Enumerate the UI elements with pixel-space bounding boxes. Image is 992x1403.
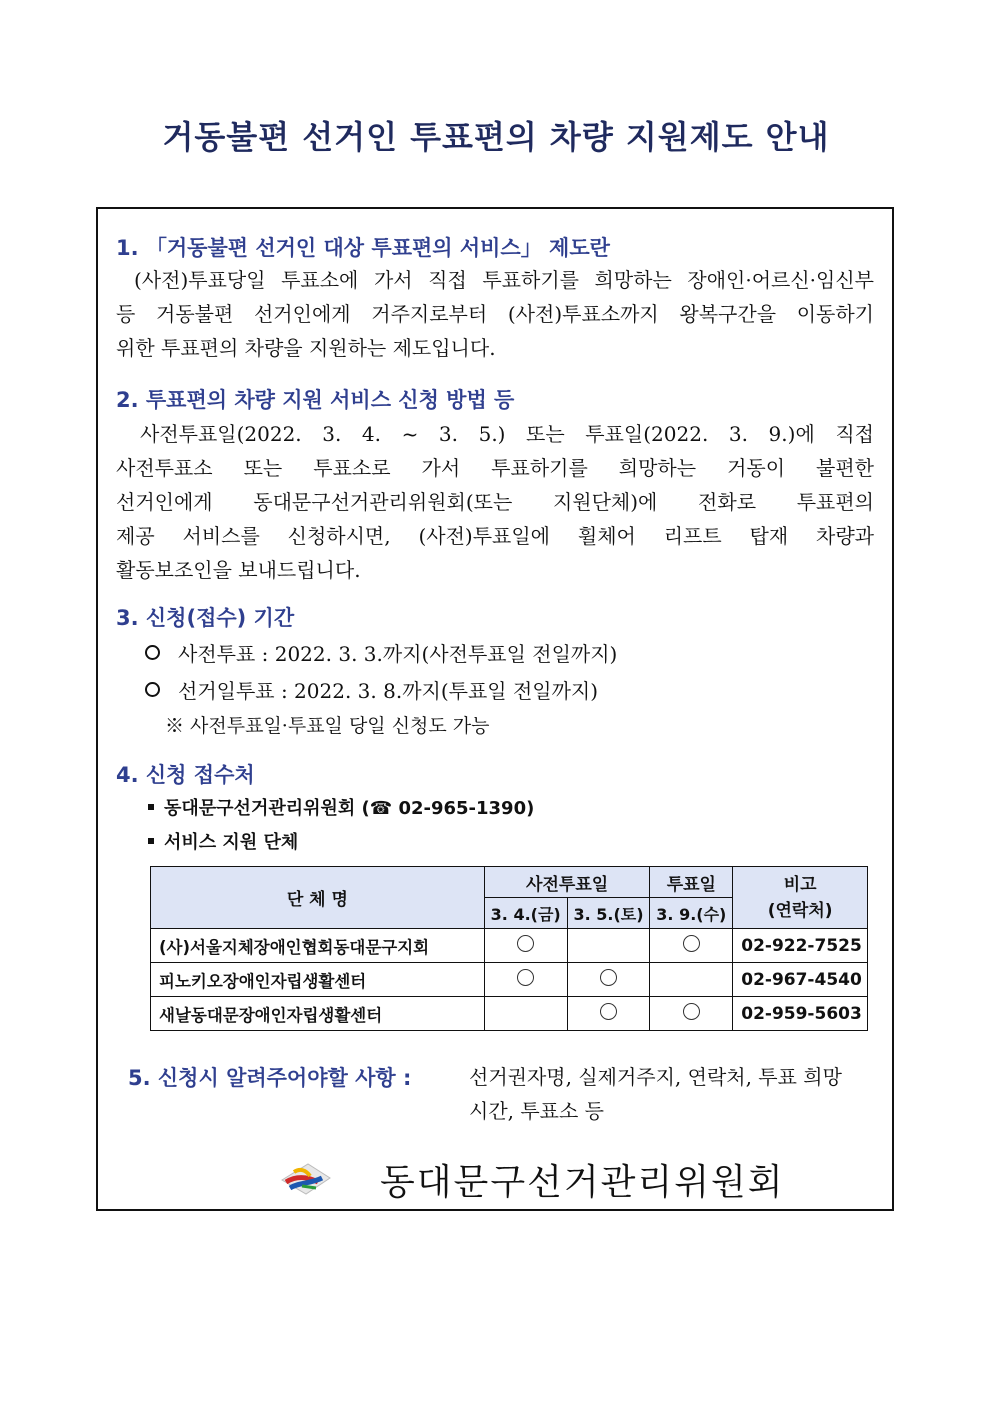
- org-name-cell: (사)서울지체장애인협회동대문구지회: [151, 929, 485, 963]
- table-header-note-line: (연락처): [767, 900, 833, 921]
- footer-org-name: 동대문구선거관리위원회: [380, 1162, 785, 1203]
- section-2-line: 활동보조인을 보내드립니다.: [116, 558, 361, 582]
- section-1-heading: 1. 「거동불편 선거인 대상 투표편의 서비스」 제도란: [116, 236, 610, 260]
- period-item: [145, 638, 617, 667]
- section-2-line: 사전투표일(2022. 3. 4. ~ 3. 5.) 또는 투표일(2022. 3. 9.)에 직접: [140, 422, 874, 446]
- availability-cell: [484, 963, 567, 997]
- square-bullet-icon: [148, 838, 154, 844]
- period-item-text: 선거일투표 : 2022. 3. 8.까지(투표일 전일까지): [178, 679, 599, 703]
- availability-cell: [650, 963, 733, 997]
- contact-item: [148, 828, 298, 854]
- available-circle-icon: [517, 969, 534, 986]
- period-item: [145, 675, 598, 704]
- section-1-paragraph: [116, 263, 874, 365]
- section-5-heading: 5. 신청시 알려주어야할 사항 :: [128, 1066, 412, 1090]
- section-5-text: 시간, 투표소 등: [469, 1099, 604, 1123]
- phone-cell: 02-922-7525: [733, 929, 868, 963]
- availability-cell: [650, 997, 733, 1031]
- contact-item-text: 서비스 지원 단체: [164, 832, 299, 853]
- table-row: [151, 929, 868, 963]
- section-1-line: 위한 투표편의 차량을 지원하는 제도입니다.: [116, 336, 496, 360]
- section-1-line: 등 거동불편 선거인에게 거주지로부터 (사전)투표소까지 왕복구간을 이동하기: [116, 302, 874, 326]
- table-header-day: 투표일: [650, 867, 733, 898]
- page-title: 거동불편 선거인 투표편의 차량 지원제도 안내: [162, 118, 830, 156]
- square-bullet-icon: [148, 804, 154, 810]
- section-2-paragraph: [116, 417, 874, 587]
- available-circle-icon: [600, 969, 617, 986]
- phone-cell: 02-967-4540: [733, 963, 868, 997]
- support-groups-table: [150, 866, 868, 1031]
- table-subheader-date: 3. 5.(토): [567, 898, 650, 929]
- availability-cell: [567, 997, 650, 1031]
- availability-cell: [484, 929, 567, 963]
- table-subheader-date: 3. 9.(수): [650, 898, 733, 929]
- org-name-cell: 새날동대문장애인자립생활센터: [151, 997, 485, 1031]
- circle-bullet-icon: [145, 645, 160, 660]
- section-2-line: 선거인에게 동대문구선거관리위원회(또는 지원단체)에 전화로 투표편의: [116, 490, 874, 514]
- availability-cell: [567, 963, 650, 997]
- org-name-cell: 피노키오장애인자립생활센터: [151, 963, 485, 997]
- table-header-name: 단 체 명: [151, 867, 485, 929]
- section-4-heading: 4. 신청 접수처: [116, 763, 255, 787]
- section-2-line: 사전투표소 또는 투표소로 가서 투표하기를 희망하는 거동이 불편한: [116, 456, 874, 480]
- available-circle-icon: [517, 935, 534, 952]
- availability-cell: [567, 929, 650, 963]
- election-commission-logo-icon: [278, 1158, 334, 1198]
- phone-cell: 02-959-5603: [733, 997, 868, 1031]
- period-note: ※ 사전투표일·투표일 당일 신청도 가능: [165, 715, 490, 737]
- availability-cell: [484, 997, 567, 1031]
- section-2-line: 제공 서비스를 신청하시면, (사전)투표일에 휠체어 리프트 탑재 차량과: [116, 524, 874, 548]
- contact-item-text: 동대문구선거관리위원회 (☎ 02-965-1390): [164, 798, 535, 819]
- table-header-note-line: 비고: [783, 874, 817, 895]
- table-header-note: [733, 867, 868, 929]
- table-row: [151, 997, 868, 1031]
- table-subheader-date: 3. 4.(금): [484, 898, 567, 929]
- circle-bullet-icon: [145, 682, 160, 697]
- table-header-early: 사전투표일: [484, 867, 650, 898]
- availability-cell: [650, 929, 733, 963]
- section-5-text: 선거권자명, 실제거주지, 연락처, 투표 희망: [469, 1065, 842, 1089]
- table-row: [151, 963, 868, 997]
- available-circle-icon: [683, 1003, 700, 1020]
- contact-item: [148, 794, 534, 820]
- section-1-line: (사전)투표당일 투표소에 가서 직접 투표하기를 희망하는 장애인·어르신·임신부: [134, 268, 874, 292]
- section-2-heading: 2. 투표편의 차량 지원 서비스 신청 방법 등: [116, 388, 515, 412]
- available-circle-icon: [600, 1003, 617, 1020]
- section-3-heading: 3. 신청(접수) 기간: [116, 606, 295, 630]
- period-item-text: 사전투표 : 2022. 3. 3.까지(사전투표일 전일까지): [178, 642, 618, 666]
- available-circle-icon: [683, 935, 700, 952]
